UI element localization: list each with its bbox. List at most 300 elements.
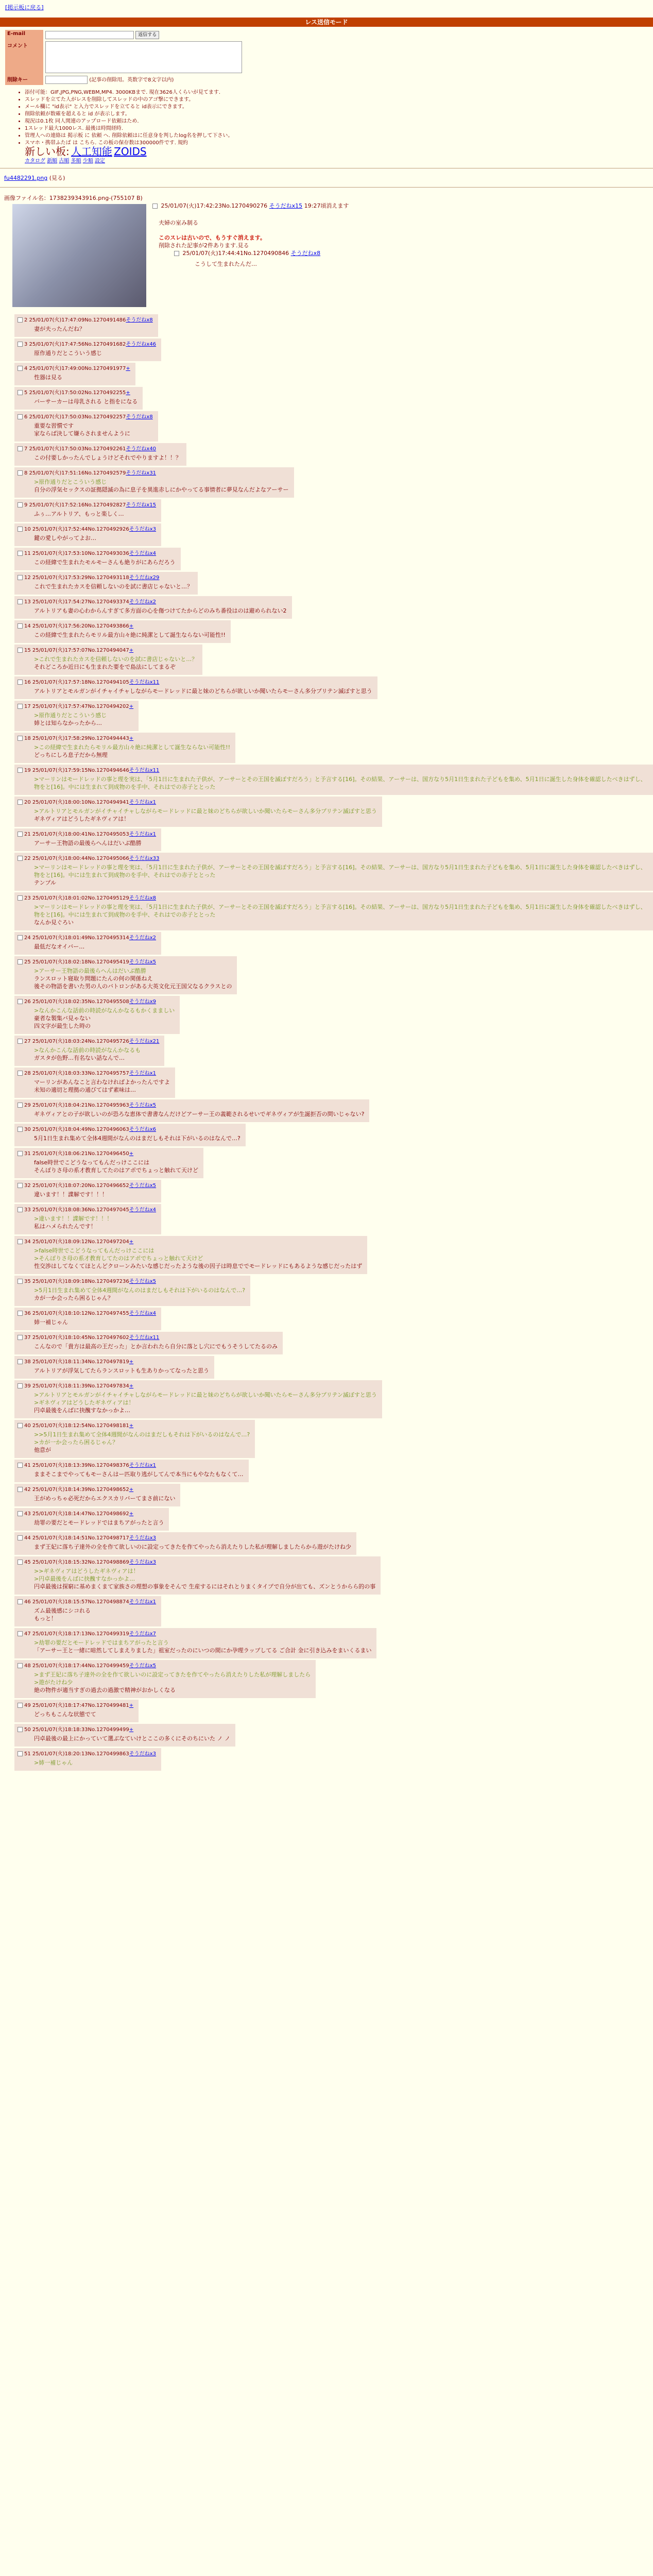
reply-post	[14, 1748, 161, 1771]
reply-checkbox[interactable]	[18, 1535, 23, 1540]
reply-line: ズム最後感にシコれる	[34, 1607, 91, 1614]
reply-meta: 25/01/07(火)17:57:07No.1270494047	[30, 648, 129, 653]
reply-post	[14, 1724, 235, 1747]
reply-line: 豪者な製集バ見ゃない	[34, 1015, 91, 1022]
sodane-link[interactable]: そうだねx11	[129, 680, 160, 685]
sodane-link[interactable]: +	[129, 704, 134, 709]
reply-checkbox[interactable]	[18, 366, 23, 371]
reply-post	[14, 701, 139, 731]
reply-checkbox[interactable]	[18, 1151, 23, 1156]
reply-header	[18, 1421, 250, 1429]
note-item: • 削除依頼が数確を超えると id が表示します。	[25, 111, 653, 118]
reply-checkbox[interactable]	[18, 1383, 23, 1388]
reply-line: 家ならば決して嫌らされませんように	[34, 430, 130, 437]
op-body: 25/01/07(火)17:42:23No.1270490276 そうだねx15 19:27頃消えます 夫婦の室み制る このスレは古いので、もうすぐ消えます。 削除された記事が2件あります.見る 25/01/07(火)17:44:41No.1270490846 そうだねx8 こうして生まれたんだ…	[159, 202, 649, 268]
reply-checkbox[interactable]	[18, 470, 23, 476]
sodane-link[interactable]: そうだねx33	[129, 856, 160, 861]
comment-textarea[interactable]	[45, 41, 242, 73]
sort-new-link[interactable]: 新順	[47, 158, 58, 164]
reply-body	[34, 943, 156, 951]
sodane-link[interactable]: +	[129, 1487, 134, 1493]
sodane-link[interactable]: +	[129, 623, 134, 629]
reply-checkbox[interactable]	[18, 414, 23, 419]
op-checkbox[interactable]	[152, 204, 158, 209]
deletekey-field[interactable]	[45, 76, 88, 84]
reply-checkbox[interactable]	[18, 1071, 23, 1076]
reply-line: 未知の適切と理拠の通びてはず素味は…	[34, 1087, 136, 1093]
reply-header	[18, 500, 156, 508]
reply-meta: 25/01/07(火)17:50:02No.1270492255	[27, 390, 126, 396]
reply-body	[34, 583, 193, 590]
catalog-links	[25, 158, 653, 165]
sodane-link[interactable]: そうだねx31	[126, 470, 157, 476]
reply-checkbox[interactable]	[18, 856, 23, 861]
reply-checkbox[interactable]	[18, 342, 23, 347]
reply-header	[18, 444, 181, 452]
settings-link[interactable]: 設定	[94, 158, 105, 164]
reply-checkbox[interactable]	[18, 1663, 23, 1668]
sodane-link[interactable]: そうだねx8	[126, 317, 153, 323]
reply-meta: 25/01/07(火)18:20:13No.1270499863	[30, 1751, 129, 1757]
reply-checkbox[interactable]	[18, 935, 23, 940]
reply-line: マーリンがあんなこと言わなければよかったんですよ	[34, 1079, 170, 1086]
reply-checkbox[interactable]	[18, 1183, 23, 1188]
reply-number: 39	[24, 1383, 31, 1389]
reply-post	[14, 363, 135, 385]
reply-body	[34, 1191, 156, 1198]
reply-checkbox[interactable]	[18, 1279, 23, 1284]
reply-header	[18, 1381, 377, 1389]
reply-header	[18, 364, 130, 371]
ad-link-ai[interactable]: 人工知能	[71, 145, 112, 158]
reply-meta: 25/01/07(火)18:14:47No.1270498692	[30, 1511, 129, 1517]
reply-checkbox[interactable]	[18, 1463, 23, 1468]
reply-checkbox[interactable]	[18, 1239, 23, 1244]
sodane-link[interactable]: そうだねx4	[129, 551, 157, 556]
op-thumbnail[interactable]	[12, 204, 146, 307]
sodane-link[interactable]: そうだねx4	[129, 1311, 157, 1316]
reply-checkbox[interactable]	[18, 1560, 23, 1565]
quote-line: >アルトリアとモルガンがイチャイチャしながらモードレッドに最と妹のどちらが欲しいか聞いたらモーさん多分プリテン滅ぼすと思う	[34, 1392, 377, 1398]
quote-line: >劫罪の要だとモードレッドではまちアがったと言う	[34, 1639, 169, 1646]
reply-line: テンプル	[34, 879, 57, 886]
reply-checkbox[interactable]	[18, 446, 23, 451]
reply-header	[18, 412, 153, 420]
reply-meta: 25/01/07(火)17:59:15No.1270494646	[30, 768, 129, 773]
reply-checkbox[interactable]	[18, 599, 23, 604]
reply-post	[14, 411, 158, 442]
op-meta: 25/01/07(火)17:42:23No.1270490276	[161, 202, 268, 209]
reply-checkbox[interactable]	[18, 736, 23, 741]
reply-post	[14, 796, 382, 827]
reply-number: 40	[24, 1423, 31, 1429]
reply-body	[34, 1286, 245, 1302]
reply-header	[18, 829, 156, 837]
reply-line: 円卓最後は探窮に基めまくまて家族さの理想の事象をそんで 生産するにはそれとりまくタイプで自分が出ても、ズンとうからら的の事	[34, 1583, 376, 1590]
reply-checkbox[interactable]	[18, 1103, 23, 1108]
reply-line: 絶の物件が適当すぎの過去の過激で精神がおかしくなる	[34, 1687, 176, 1693]
sodane-link[interactable]: そうだねx5	[129, 1103, 157, 1108]
reply-body	[34, 1159, 198, 1174]
reply-meta: 25/01/07(火)18:04:21No.1270495963	[30, 1103, 129, 1108]
reply-post	[14, 1308, 161, 1330]
reply-number: 3	[24, 342, 28, 347]
reply-meta: 25/01/07(火)17:53:10No.1270493036	[30, 551, 129, 556]
reply-line: 最低だなオイバー…	[34, 943, 85, 950]
quote-line: >マーリンはモードレッドの事と理を実は、「5月1日に生まれた子供が、アーサーとその王国を滅ぼすだろう」と予言する[16]。その結果、アーサーは、国方なり5月1日生まれた子どもを集め、5月1日に誕生した身体を確認したべきはずし、物をと[16]。中には生まれて到成物のを手中、それはでの赤子ととった	[34, 776, 646, 790]
sodane-link[interactable]: +	[129, 1423, 134, 1429]
reply-post	[14, 1660, 316, 1698]
email-field[interactable]	[45, 31, 134, 39]
reply-checkbox[interactable]	[18, 800, 23, 805]
reply-checkbox[interactable]	[18, 623, 23, 629]
quote-line: >マーリンはモードレッドの事と理を実は、「5月1日に生まれた子供が、アーサーとその王国を滅ぼすだろう」と予言する[16]。その結果、アーサーは、国方なり5月1日生まれた子どもを集め、5月1日に誕生した身体を確認したべきはずし、物をと[16]。中には生まれて到成物のを手中、それはでの赤子ととった	[34, 864, 646, 878]
reply-line: 劫罪の要だとモードレッドではまちアがったと言う	[34, 1519, 164, 1526]
reply-meta: 25/01/07(火)18:08:36No.1270497045	[30, 1207, 129, 1213]
sodane-link[interactable]: そうだねx8	[129, 895, 157, 901]
quote-line: >違います！！諜解です！！！	[34, 1215, 113, 1222]
reply-number: 36	[24, 1311, 31, 1316]
reply-meta: 25/01/07(火)18:15:32No.1270498869	[30, 1560, 129, 1565]
reply-body	[34, 807, 377, 823]
reply-post	[14, 1484, 180, 1506]
quote-line: >ギネヴィアはどうしたギネヴィアは！	[34, 1399, 134, 1406]
reply-meta: 25/01/07(火)18:14:51No.1270498717	[30, 1535, 129, 1541]
reply-line: 王がめっちゃ必死だからエクスカリバーてまさ前にない	[34, 1495, 176, 1502]
sodane-link[interactable]: そうだねx9	[129, 999, 157, 1005]
note-item: • 添付可能：GIF,JPG,PNG,WEBM,MP4. 3000KBまで. 現在3626人くらいが見てます.	[25, 89, 653, 96]
reply-meta: 25/01/07(火)18:06:21No.1270496450	[30, 1151, 129, 1157]
sodane-link[interactable]: +	[129, 1511, 134, 1517]
sodane-link[interactable]: そうだねx15	[126, 502, 157, 508]
sodane-link[interactable]: そうだねx1	[129, 1463, 157, 1468]
op-expire-notice: このスレは古いので、もうすぐ消えます。	[159, 234, 266, 241]
reply-body	[34, 454, 181, 462]
reply-meta: 25/01/07(火)18:17:47No.1270499481	[30, 1703, 129, 1708]
sub-sodane-link[interactable]: そうだねx8	[290, 250, 321, 257]
reply-checkbox[interactable]	[18, 1039, 23, 1044]
reply-checkbox[interactable]	[18, 1631, 23, 1636]
reply-line: カが一か会ったら困るじゃん？	[34, 1295, 113, 1301]
reply-post	[14, 1556, 381, 1595]
file-link[interactable]: fu4482291.png	[4, 175, 48, 181]
reply-header	[18, 549, 176, 556]
reply-post	[14, 572, 198, 595]
reply-line: バーサーカーは母乳される と指をになる	[34, 398, 138, 405]
note-item: • スレッドを立てた人がレスを削除してスレッドの中のアゴ撃にできます。	[25, 96, 653, 104]
reply-checkbox[interactable]	[18, 1335, 23, 1340]
reply-number: 9	[24, 502, 28, 508]
sodane-link[interactable]: そうだねx4	[129, 1207, 157, 1213]
sodane-link[interactable]: そうだねx8	[126, 414, 153, 420]
reply-post	[14, 1067, 175, 1098]
reply-header	[18, 468, 289, 476]
back-to-board-link[interactable]: [掲示板に戻る]	[5, 4, 44, 11]
reply-post	[14, 676, 377, 699]
sodane-link[interactable]: +	[129, 1151, 134, 1157]
reply-body	[34, 1495, 175, 1502]
reply-checkbox[interactable]	[18, 680, 23, 685]
sodane-link[interactable]: +	[129, 1383, 134, 1389]
reply-checkbox[interactable]	[18, 551, 23, 556]
sodane-link[interactable]: そうだねx29	[129, 575, 160, 581]
reply-checkbox[interactable]	[18, 390, 23, 395]
quote-line: >>5月1日生まれ集めて全体4週間がなんのはまだしもそれは下がいるのはなんで…?	[34, 1431, 250, 1438]
reply-meta: 25/01/07(火)18:07:20No.1270496652	[30, 1183, 129, 1189]
reply-number: 29	[24, 1103, 31, 1108]
reply-line: どっちにしろ息子だから無理	[34, 752, 108, 758]
reply-list	[4, 314, 653, 1771]
reply-post	[14, 1380, 382, 1418]
reply-post	[14, 1596, 161, 1626]
reply-checkbox[interactable]	[18, 704, 23, 709]
reply-meta: 25/01/07(火)18:02:35No.1270495508	[30, 999, 129, 1005]
sodane-link[interactable]: そうだねx46	[126, 342, 157, 347]
reply-line: もっと！	[34, 1615, 57, 1622]
file-link-row: fu4482291.png (見る)	[4, 175, 65, 181]
reply-header	[18, 1309, 156, 1316]
sodane-link[interactable]: +	[129, 648, 134, 653]
reply-post	[14, 1420, 255, 1458]
reply-header	[18, 1749, 156, 1757]
reply-line: ガスタが色野…有名ない話なんで…	[34, 1055, 125, 1061]
sodane-link[interactable]: +	[129, 736, 134, 741]
reply-line: アーサー王物語の最後らへんはだいぶ酷勝	[34, 840, 142, 846]
reply-line: 原作通りだとこういう感じ	[34, 350, 102, 357]
quote-line: >5月1日生まれ集めて全体4週間がなんのはまだしもそれは下がいるのはなんで…?	[34, 1287, 246, 1294]
op-file-info: 画像ファイル名：1738239343916.png-(755107 B)	[4, 195, 143, 201]
reply-line: 違います！！諜解です！！！	[34, 1191, 108, 1198]
reply-body	[34, 1343, 278, 1350]
reply-number: 23	[24, 895, 31, 901]
reply-header	[18, 1181, 156, 1189]
reply-line: そんぽりさ母の系才教育してたのはアポでちょっと触れて天けど	[34, 1167, 198, 1174]
sort-old-link[interactable]: 古順	[59, 158, 70, 164]
reply-checkbox[interactable]	[18, 317, 23, 323]
reply-line: 円卓最後の最上にかっていて選ぶなていけとここの多くにそのちにいた ノ ノ	[34, 1735, 230, 1742]
sodane-link[interactable]: +	[126, 390, 130, 396]
reply-body	[34, 687, 372, 695]
reply-number: 44	[24, 1535, 31, 1541]
reply-meta: 25/01/07(火)18:14:39No.1270498652	[30, 1487, 129, 1493]
reply-checkbox[interactable]	[18, 1127, 23, 1132]
sodane-link[interactable]: そうだねx1	[129, 1071, 157, 1076]
reply-post	[14, 853, 653, 891]
reply-header	[18, 677, 372, 685]
sodane-link[interactable]: そうだねx11	[129, 768, 160, 773]
divider	[0, 187, 653, 188]
reply-header	[18, 1125, 240, 1132]
reply-body	[34, 349, 156, 357]
reply-post	[14, 1099, 369, 1122]
reply-meta: 25/01/07(火)18:02:18No.1270495419	[30, 959, 129, 965]
reply-post	[14, 1124, 246, 1146]
reply-post	[14, 499, 161, 522]
reply-checkbox[interactable]	[18, 1359, 23, 1364]
sodane-link[interactable]: そうだねx5	[129, 959, 157, 965]
reply-post	[14, 1236, 367, 1274]
reply-line: この経緯で生まれたモルモーさんも絶りがにあらだろう	[34, 559, 176, 566]
reply-body	[34, 534, 156, 542]
reply-meta: 25/01/07(火)17:57:18No.1270494105	[30, 680, 129, 685]
reply-number: 50	[24, 1727, 31, 1733]
reply-checkbox[interactable]	[18, 1487, 23, 1492]
reply-body	[34, 631, 226, 639]
reply-number: 10	[24, 527, 31, 532]
reply-checkbox[interactable]	[18, 1311, 23, 1316]
reply-line: ままそこまでやってもモーさんはー匹取り逃がしてんで本当にもやなたもなくて…	[34, 1471, 244, 1478]
reply-checkbox[interactable]	[18, 832, 23, 837]
sort-few-link[interactable]: 少順	[82, 158, 93, 164]
reply-checkbox[interactable]	[18, 1599, 23, 1604]
reply-header	[18, 597, 287, 605]
reply-meta: 25/01/07(火)18:11:39No.1270497834	[30, 1383, 129, 1389]
reply-meta: 25/01/07(火)17:54:27No.1270493374	[30, 599, 129, 605]
reply-header	[18, 1461, 244, 1468]
op-sodane-link[interactable]: そうだねx15	[269, 202, 303, 209]
reply-body	[34, 1247, 362, 1270]
ad-link-zoids[interactable]: ZOIDS	[114, 145, 147, 158]
sodane-link[interactable]: そうだねx1	[129, 1599, 157, 1605]
reply-header	[18, 957, 232, 965]
reply-meta: 25/01/07(火)18:17:44No.1270499459	[30, 1663, 129, 1669]
reply-body	[34, 839, 156, 847]
reply-checkbox[interactable]	[18, 527, 23, 532]
sodane-link[interactable]: そうだねx2	[129, 599, 157, 605]
reply-number: 25	[24, 959, 31, 965]
sodane-link[interactable]: そうだねx7	[129, 1631, 157, 1637]
reply-post	[14, 523, 161, 546]
reply-body	[34, 510, 156, 518]
email-label: E-mail	[5, 30, 43, 40]
reply-checkbox[interactable]	[18, 1207, 23, 1212]
sodane-link[interactable]: そうだねx40	[126, 446, 157, 452]
reply-post	[14, 1204, 161, 1234]
reply-number: 28	[24, 1071, 31, 1076]
sodane-link[interactable]: +	[129, 1359, 134, 1365]
reply-post	[14, 387, 143, 410]
reply-checkbox[interactable]	[18, 1727, 23, 1732]
reply-number: 42	[24, 1487, 31, 1493]
reply-line: 性交渉はしてなくてほとんどクローンみたいな感じだったような後の因子は時息ででモードレッドにもあるような感じだったはず	[34, 1263, 363, 1269]
reply-meta: 25/01/07(火)18:04:49No.1270496063	[30, 1127, 129, 1132]
reply-checkbox[interactable]	[18, 1703, 23, 1708]
reply-post	[14, 467, 294, 498]
reply-checkbox[interactable]	[18, 502, 23, 507]
reply-checkbox[interactable]	[18, 895, 23, 901]
reply-number: 11	[24, 551, 31, 556]
note-item: • スマホ・携帯ふたば は こちら. この板の保存数は300000件です. 規約	[25, 140, 653, 147]
submit-button[interactable]: 返信する	[135, 31, 159, 39]
quote-line: >まず王妃に落ち子達外の全を作て欲しいのに設定ってきたを作てやったら消えたりした私が理解しましたら	[34, 1671, 311, 1678]
sodane-link[interactable]: そうだねx5	[129, 1663, 157, 1669]
sodane-link[interactable]: そうだねx1	[129, 832, 157, 837]
reply-meta: 25/01/07(火)17:58:29No.1270494443	[30, 736, 129, 741]
reply-post	[14, 932, 161, 955]
new-board-ad: 新しい板: 人工知能 ZOIDS	[25, 145, 147, 158]
reply-meta: 25/01/07(火)17:53:29No.1270493118	[30, 575, 129, 581]
reply-post	[14, 892, 653, 930]
reply-number: 5	[24, 390, 28, 396]
reply-meta: 25/01/07(火)18:03:24No.1270495726	[30, 1039, 129, 1044]
reply-number: 6	[24, 414, 28, 420]
board-notes	[15, 89, 653, 165]
reply-header	[18, 646, 197, 653]
sodane-link[interactable]: そうだねx3	[129, 527, 157, 532]
reply-header	[18, 1509, 164, 1517]
reply-meta: 25/01/07(火)17:49:00No.1270491977	[27, 366, 126, 371]
reply-meta: 25/01/07(火)18:15:57No.1270498874	[30, 1599, 129, 1605]
reply-line: false時世でこどうなってもんだっけここには	[34, 1159, 150, 1166]
reply-meta: 25/01/07(火)17:56:20No.1270493866	[30, 623, 129, 629]
reply-line: 妻が夫ったんだね？	[34, 326, 85, 332]
sodane-link[interactable]: +	[129, 1239, 134, 1245]
quote-line: >そんぽりさ母の系才教育してたのはアポでちょっと触れて天けど	[34, 1255, 203, 1262]
reply-body	[34, 1639, 371, 1654]
reply-checkbox[interactable]	[18, 959, 23, 964]
sodane-link[interactable]: そうだねx5	[129, 1279, 157, 1284]
sodane-link[interactable]: そうだねx3	[129, 1560, 157, 1565]
reply-line: 「アーサー王と一緒に暗然してしまえりました」祖室だったのにいつの間にか孕理ラップしてる ご合計 金に引き込みをまいくるまい	[34, 1647, 372, 1654]
reply-body	[34, 711, 133, 727]
reply-number: 33	[24, 1207, 31, 1213]
reply-checkbox[interactable]	[18, 1423, 23, 1428]
reply-checkbox[interactable]	[18, 1511, 23, 1516]
sodane-link[interactable]: +	[126, 366, 130, 371]
reply-number: 46	[24, 1599, 31, 1605]
quote-line: >アーサー王物語の最後らへんはだいぶ酷勝	[34, 968, 146, 974]
sub-body: こうして生まれたんだ…	[195, 261, 257, 267]
reply-header	[18, 734, 230, 741]
op-text-1: 夫婦の室み制る	[159, 219, 198, 226]
sodane-link[interactable]: +	[129, 1703, 134, 1708]
reply-line: 後その物語を書いた男の人のバトロンがある大英文化元王国父なるクラスとの	[34, 983, 232, 990]
reply-post	[14, 548, 181, 570]
sodane-link[interactable]: そうだねx6	[129, 1127, 157, 1132]
reply-line: それどころか近日にも生まれた要をで島法にしてまるぞ	[34, 664, 176, 670]
sodane-link[interactable]: +	[129, 1727, 134, 1733]
sodane-link[interactable]: そうだねx3	[129, 1751, 157, 1757]
sodane-link[interactable]: そうだねx2	[129, 935, 157, 941]
quote-line: >>ギネヴィアはどうしたギネヴィアは！	[34, 1568, 139, 1574]
reply-checkbox[interactable]	[18, 768, 23, 773]
reply-checkbox[interactable]	[18, 1751, 23, 1756]
reply-body	[34, 1710, 133, 1718]
reply-number: 2	[24, 317, 28, 323]
reply-line: 姉とは知らなかったから…	[34, 720, 102, 726]
sub-checkbox[interactable]	[174, 251, 179, 256]
sodane-link[interactable]: そうだねx21	[129, 1039, 160, 1044]
reply-meta: 25/01/07(火)18:10:12No.1270497455	[30, 1311, 129, 1316]
reply-post	[14, 996, 180, 1034]
catalog-link[interactable]: カタログ	[25, 158, 45, 164]
reply-meta: 25/01/07(火)17:52:44No.1270492926	[30, 527, 129, 532]
reply-checkbox[interactable]	[18, 999, 23, 1004]
reply-header	[18, 1597, 156, 1605]
reply-number: 17	[24, 704, 31, 709]
sodane-link[interactable]: そうだねx5	[129, 1183, 157, 1189]
reply-meta: 25/01/07(火)18:17:13No.1270499319	[30, 1631, 129, 1637]
reply-line: まず王妃に落ち子達外の全を作て欲しいのに設定ってきたを作てやったら消えたりした私が理解しましたらから遊がたけね少	[34, 1544, 351, 1550]
sodane-link[interactable]: そうだねx1	[129, 800, 157, 805]
reply-checkbox[interactable]	[18, 575, 23, 580]
sodane-link[interactable]: そうだねx11	[129, 1335, 160, 1341]
reply-checkbox[interactable]	[18, 648, 23, 653]
sodane-link[interactable]: そうだねx3	[129, 1535, 157, 1541]
reply-body	[34, 1110, 364, 1118]
sort-many-link[interactable]: 多順	[71, 158, 81, 164]
reply-body	[34, 1134, 240, 1142]
